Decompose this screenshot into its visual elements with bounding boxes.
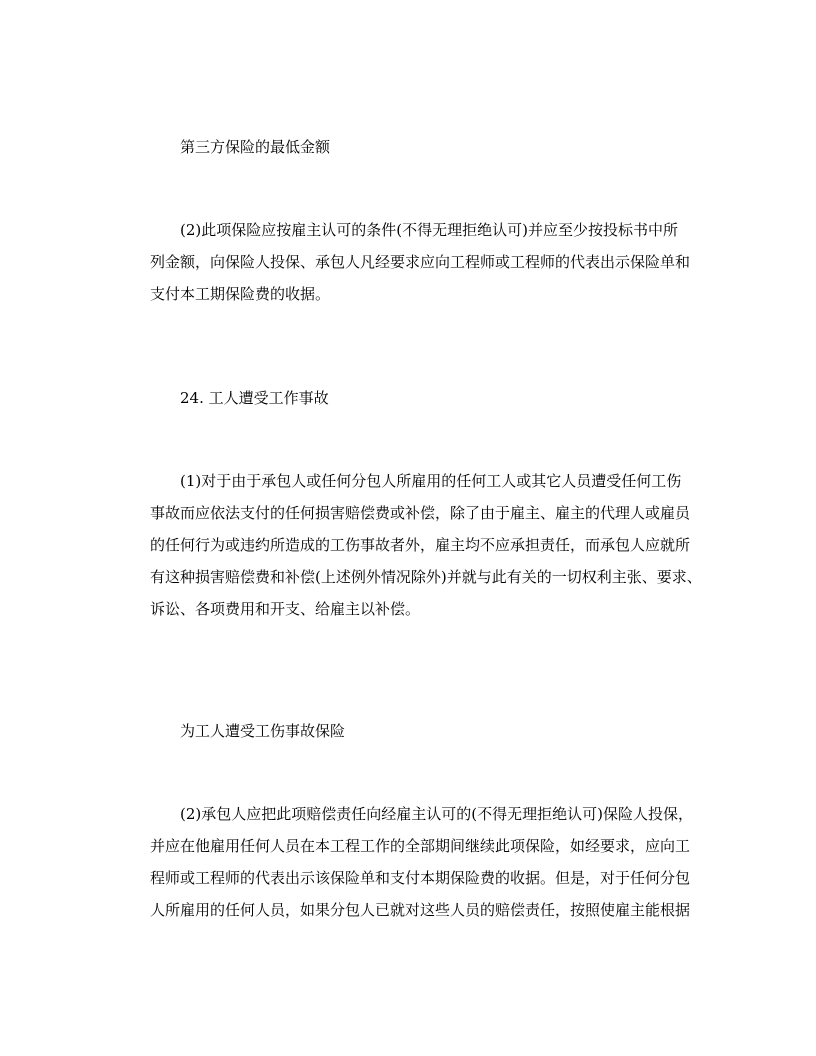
paragraph-line: 有这种损害赔偿费和补偿(上述例外情况除外)并就与此有关的一切权利主张、要求、 — [150, 568, 702, 586]
paragraph-line: (1)对于由于承包人或任何分包人所雇用的任何工人或其它人员遭受任何工伤 — [180, 472, 682, 490]
heading-line: 24. 工人遭受工作事故 — [180, 389, 329, 407]
heading-section-24 — [120, 382, 700, 414]
paragraph-line: 的任何行为或违约所造成的工伤事故者外，雇主均不应承担责任，而承包人应就所 — [150, 536, 691, 554]
paragraph-insurance-conditions — [120, 214, 700, 310]
paragraph-line: (2)此项保险应按雇主认可的条件(不得无理拒绝认可)并应至少按投标书中所 — [180, 221, 678, 239]
heading-line: 为工人遭受工伤事故保险 — [180, 722, 346, 740]
paragraph-line: (2)承包人应把此项赔偿责任向经雇主认可的(不得无理拒绝认可)保险人投保， — [180, 805, 693, 823]
paragraph-line: 支付本工期保险费的收据。 — [150, 285, 331, 303]
paragraph-line: 事故而应依法支付的任何损害赔偿费或补偿，除了由于雇主、雇主的代理人或雇员 — [150, 504, 691, 522]
paragraph-line: 人所雇用的任何人员，如果分包人已就对这些人员的赔偿责任，按照使雇主能根据 — [150, 901, 691, 919]
paragraph-line: 列金额，向保险人投保、承包人凡经要求应向工程师或工程师的代表出示保险单和 — [150, 253, 691, 271]
paragraph-line: 程师或工程师的代表出示该保险单和支付本期保险费的收据。但是，对于任何分包 — [150, 869, 691, 887]
paragraph-line: 并应在他雇用任何人员在本工程工作的全部期间继续此项保险，如经要求，应向工 — [150, 837, 691, 855]
paragraph-injury-insurance — [120, 798, 700, 926]
paragraph-accident-liability — [120, 465, 700, 625]
heading-third-party-insurance — [120, 131, 700, 163]
heading-line: 第三方保险的最低金额 — [180, 138, 331, 156]
paragraph-line: 诉讼、各项费用和开支、给雇主以补偿。 — [150, 600, 421, 618]
heading-injury-insurance — [120, 715, 700, 747]
